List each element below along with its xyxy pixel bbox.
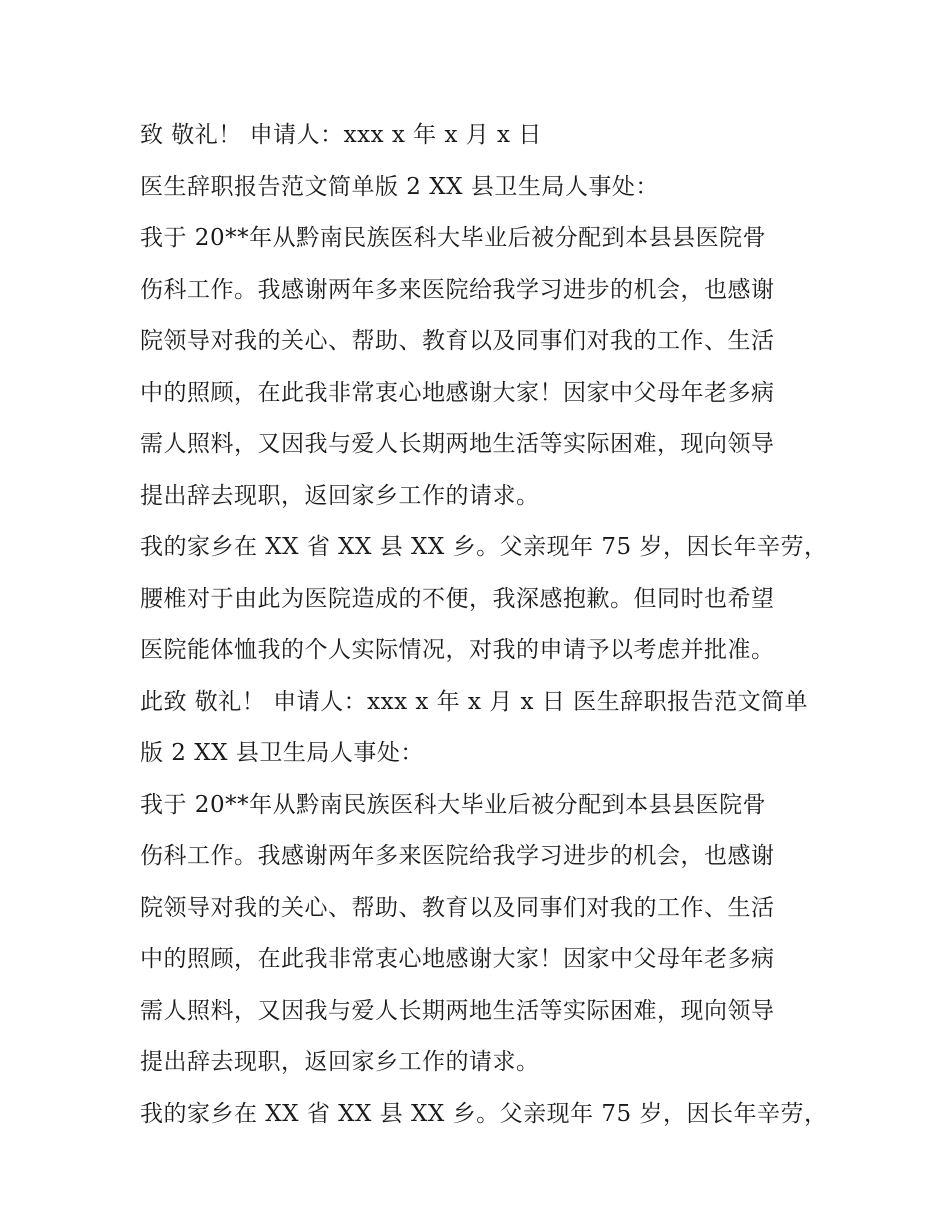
text-line: 中的照顾，在此我非常衷心地感谢大家！因家中父母年老多病 <box>140 946 775 972</box>
text-line: 伤科工作。我感谢两年多来医院给我学习进步的机会，也感谢 <box>140 276 775 303</box>
text-line: 中的照顾，在此我非常衷心地感谢大家！因家中父母年老多病 <box>140 379 775 406</box>
text-line: 我于 20**年从黔南民族医科大毕业后被分配到本县县医院骨 <box>140 791 767 818</box>
text-line: 院领导对我的关心、帮助、教育以及同事们对我的工作、生活 <box>140 328 775 354</box>
text-line: 提出辞去现职，返回家乡工作的请求。 <box>140 1049 540 1075</box>
text-line: 我的家乡在 XX 省 XX 县 XX 乡。父亲现年 75 岁，因长年辛劳， <box>140 1100 828 1127</box>
text-line: 版 2 XX 县卫生局人事处： <box>140 740 424 766</box>
text-line: 我的家乡在 XX 省 XX 县 XX 乡。父亲现年 75 岁，因长年辛劳， <box>140 534 828 560</box>
text-line: 医院能体恤我的个人实际情况，对我的申请予以考虑并批准。 <box>140 637 775 663</box>
text-line: 院领导对我的关心、帮助、教育以及同事们对我的工作、生活 <box>140 894 775 921</box>
text-line: 医生辞职报告范文简单版 2 XX 县卫生局人事处： <box>140 173 659 200</box>
text-line: 需人照料，又因我与爱人长期两地生活等实际困难，现向领导 <box>140 431 775 457</box>
text-line: 伤科工作。我感谢两年多来医院给我学习进步的机会，也感谢 <box>140 843 775 869</box>
text-line: 腰椎对于由此为医院造成的不便，我深感抱歉。但同时也希望 <box>140 585 775 612</box>
text-line: 此致 敬礼！ 申请人：xxx x 年 x 月 x 日 医生辞职报告范文简单 <box>140 688 809 715</box>
document-body <box>140 110 828 1140</box>
text-line: 我于 20**年从黔南民族医科大毕业后被分配到本县县医院骨 <box>140 225 767 251</box>
text-line: 致 敬礼！ 申请人：xxx x 年 x 月 x 日 <box>140 122 542 148</box>
text-line: 提出辞去现职，返回家乡工作的请求。 <box>140 482 540 509</box>
text-line: 需人照料，又因我与爱人长期两地生活等实际困难，现向领导 <box>140 997 775 1024</box>
